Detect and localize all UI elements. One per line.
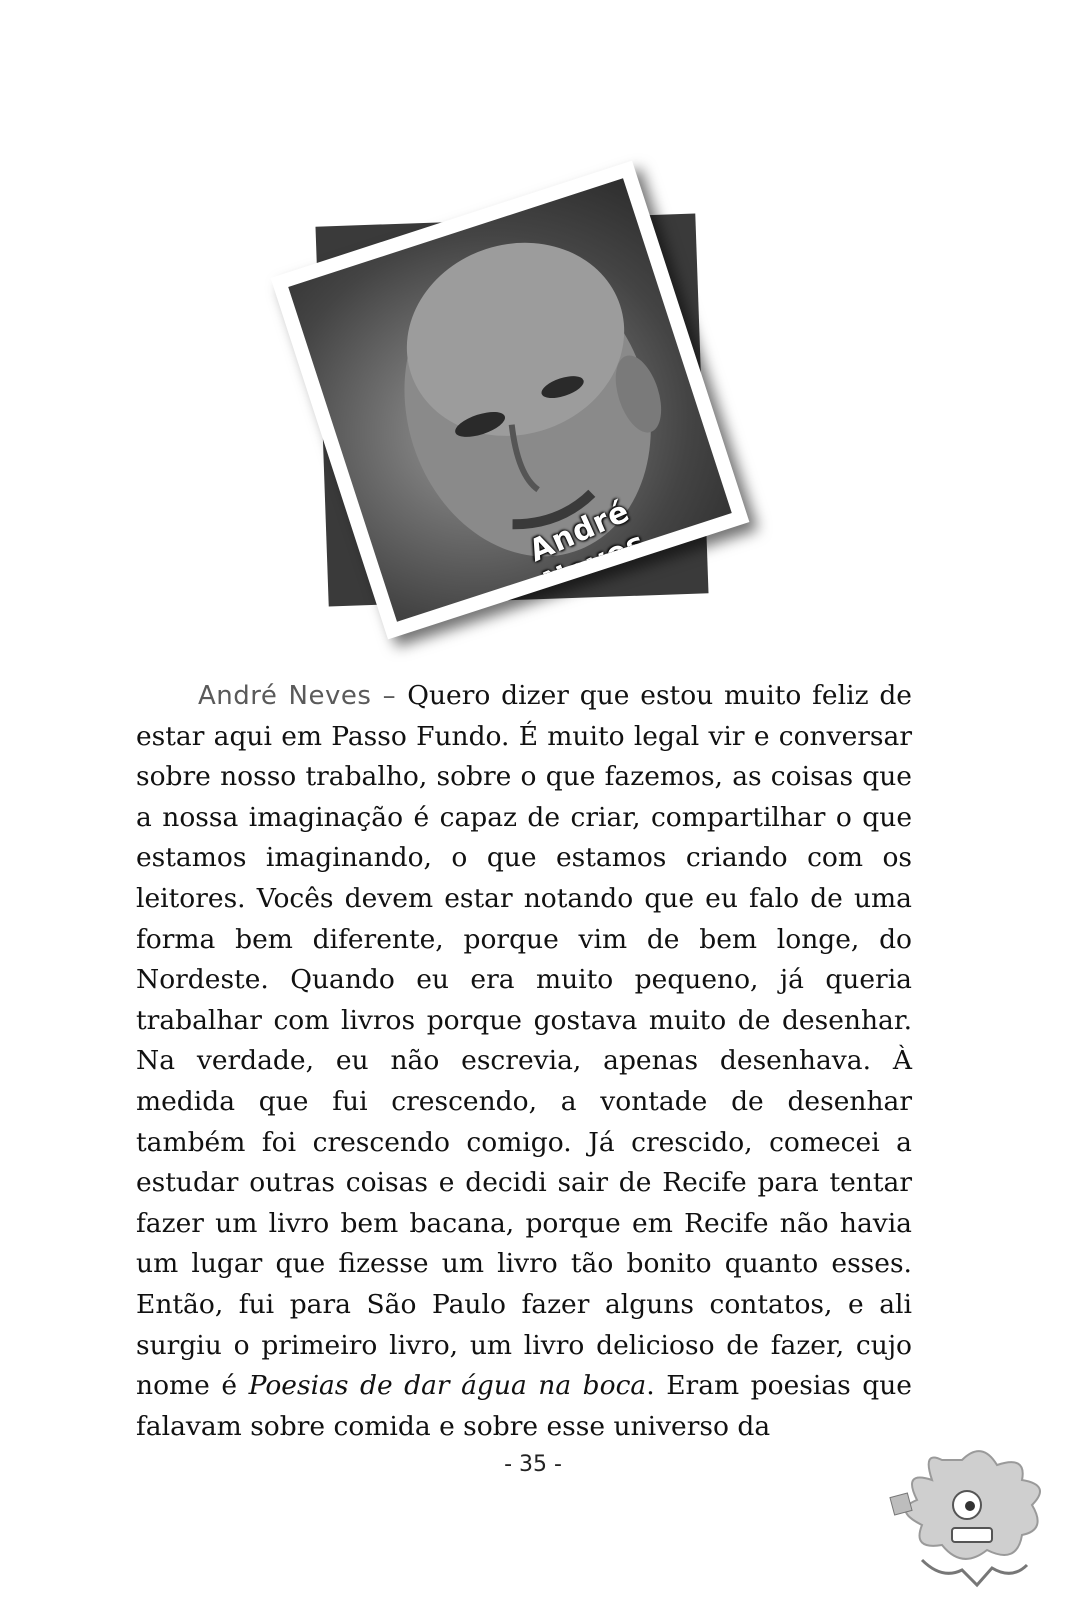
speaker-name: André Neves xyxy=(198,681,372,711)
paragraph-text-end: . Eram poesias que falavam sobre comida e sobre esse universo da xyxy=(136,1370,912,1442)
mascot-icon xyxy=(882,1440,1052,1590)
photo-caption: André Neves xyxy=(523,493,652,602)
interview-paragraph xyxy=(136,676,912,1447)
page-number: - 35 - xyxy=(504,1452,562,1477)
speaker-dash: – xyxy=(371,681,408,711)
author-photo-frame xyxy=(280,150,750,680)
book-title: Poesias de dar água na boca xyxy=(248,1370,647,1402)
paragraph-text: Quero dizer que estou muito feliz de estar aqui em Passo Fundo. É muito legal vir e conversar sobre nosso trabalho, sobre o que fazemos, as coisas que a nossa imaginação é capaz de criar, compartilhar o que estamos imaginando, o que estamos criando com os leitores. Vocês devem estar notando que eu falo de uma forma bem diferente, porque vim de bem longe, do Nordeste. Quando eu era muito pequeno, já queria trabalhar com livros porque gostava muito de desenhar. Na verdade, eu não escrevia, apenas desenhava. À medida que fui crescendo, a vontade de desenhar também foi crescendo comigo. Já crescido, comecei a estudar outras coisas e decidi sair de Recife para tentar fazer um livro bem bacana, porque em Recife não havia um lugar que fizesse um livro tão bonito quanto esses. Então, fui para São Paulo fazer alguns contatos, e ali surgiu o primeiro livro, um livro delicioso de fazer, cujo nome é xyxy=(136,680,912,1402)
